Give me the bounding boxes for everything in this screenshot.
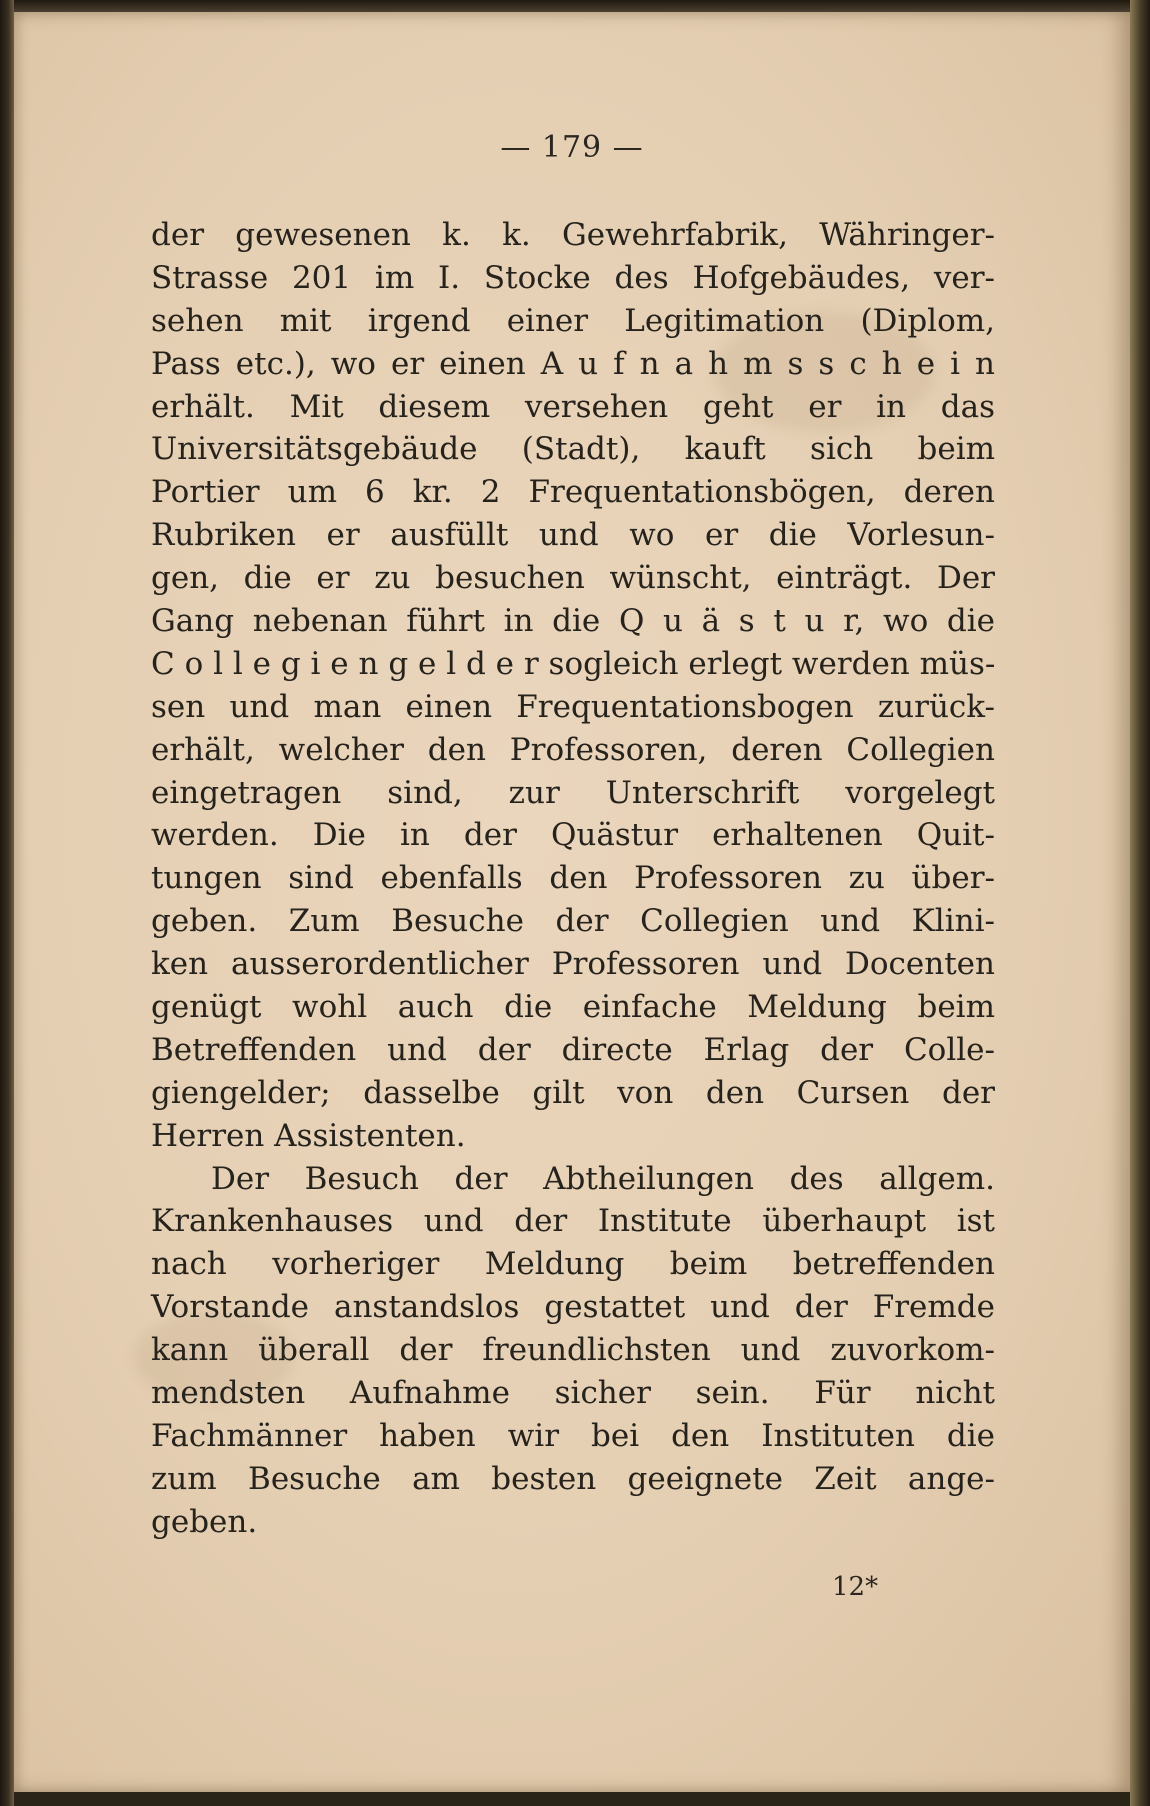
book-edge-right [1130,0,1150,1806]
text-line: Rubriken er ausfüllt und wo er die Vorlesun- [151,517,995,554]
page-number: — 179 — [500,130,644,165]
text-line: Fachmänner haben wir bei den Instituten die [151,1417,995,1454]
signature-mark: 12* [832,1572,879,1602]
text-line: sehen mit irgend einer Legitimation (Diplom, [151,302,995,339]
text-line: Vorstande anstandslos gestattet und der Fremde [151,1289,995,1326]
text-line: mendsten Aufnahme sicher sein. Für nicht [151,1375,995,1412]
text-line: zum Besuche am besten geeignete Zeit ange- [151,1460,995,1497]
text-line: Portier um 6 kr. 2 Frequentationsbögen, deren [151,474,995,511]
text-line: tungen sind ebenfalls den Professoren zu über- [151,860,995,897]
text-line: giengelder; dasselbe gilt von den Cursen der [151,1074,995,1111]
text-line: ken ausserordentlicher Professoren und Docenten [151,946,995,983]
text-line: der gewesenen k. k. Gewehrfabrik, Währinger- [151,217,995,253]
text-line: genügt wohl auch die einfache Meldung beim [151,989,995,1026]
text-line: Der Besuch der Abtheilungen des allgem. [211,1160,995,1197]
book-edge-top [0,0,1150,12]
body-text [151,214,995,1544]
text-line: Herren Assistenten. [151,1117,466,1154]
text-line: Gang nebenan führt in die Q u ä s t u r, wo die [151,603,995,640]
book-edge-left [0,0,14,1806]
text-line: Betreffenden und der directe Erlag der Colle- [151,1031,995,1068]
text-line: Pass etc.), wo er einen A u f n a h m s s c h e i n [151,345,995,382]
text-line: geben. Zum Besuche der Collegien und Klini- [151,903,995,940]
text-line: Krankenhauses und der Institute überhaupt ist [151,1203,995,1240]
text-line: gen, die er zu besuchen wünscht, einträgt. Der [151,560,995,597]
book-page [14,12,1130,1792]
text-line: kann überall der freundlichsten und zuvorkom- [151,1332,995,1369]
text-line: C o l l e g i e n g e l d e r sogleich erlegt werden müs- [151,645,996,682]
text-line: eingetragen sind, zur Unterschrift vorgelegt [151,774,995,811]
text-line: erhält. Mit diesem versehen geht er in das [151,388,995,425]
text-line: sen und man einen Frequentationsbogen zurück- [151,688,995,725]
text-line: erhält, welcher den Professoren, deren Collegien [151,731,995,768]
text-line: Strasse 201 im I. Stocke des Hofgebäudes, ver- [151,259,995,296]
text-line: Universitätsgebäude (Stadt), kauft sich beim [151,431,995,468]
text-line: geben. [151,1503,258,1540]
text-line: nach vorheriger Meldung beim betreffenden [151,1246,995,1283]
text-line: werden. Die in der Quästur erhaltenen Quit- [151,817,995,854]
